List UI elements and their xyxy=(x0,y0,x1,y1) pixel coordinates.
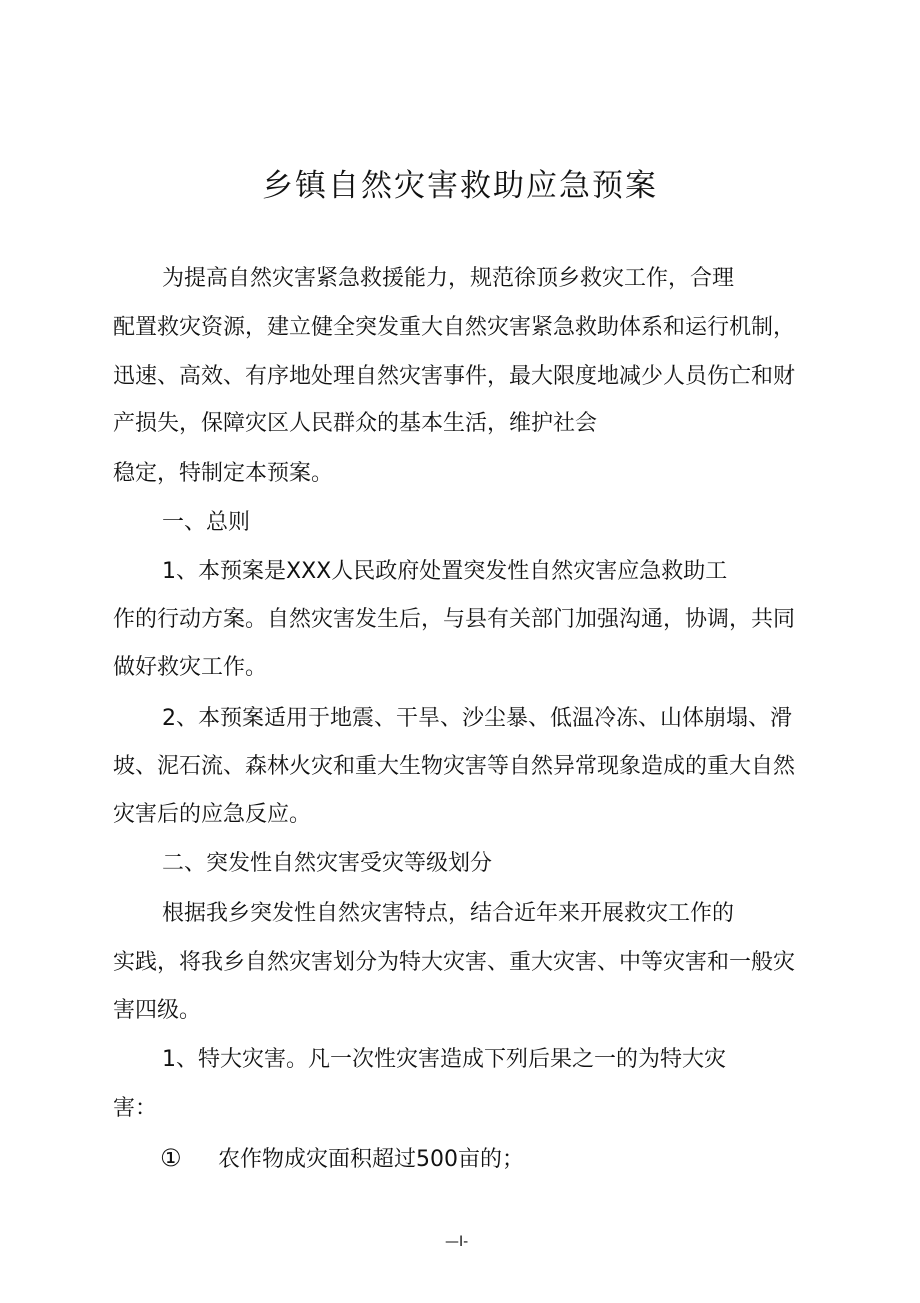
paragraph-line: 为提高自然灾害紧急救援能力，规范徐顶乡救灾工作，合理 xyxy=(162,266,735,291)
paragraph-line: 害： xyxy=(113,1096,158,1121)
paragraph-line: 1、特大灾害。凡一次性灾害造成下列后果之一的为特大灾 xyxy=(162,1047,726,1072)
section-heading: 二、突发性自然灾害受灾等级划分 xyxy=(162,851,493,876)
paragraph-line: 根据我乡突发性自然灾害特点，结合近年来开展救灾工作的 xyxy=(162,901,735,926)
list-item: 农作物成灾面积超过500亩的； xyxy=(218,1147,524,1172)
section-heading: 一、总则 xyxy=(162,510,251,535)
paragraph-line: 坡、泥石流、森林火灾和重大生物灾害等自然异常现象造成的重大自然 xyxy=(113,754,796,779)
paragraph-line: 配置救灾资源，建立健全突发重大自然灾害紧急救助体系和运行机制， xyxy=(113,315,796,340)
paragraph-line: 灾害后的应急反应。 xyxy=(113,802,312,827)
paragraph-line: 迅速、高效、有序地处理自然灾害事件，最大限度地减少人员伤亡和财 xyxy=(113,364,796,389)
paragraph-line: 1、本预案是XXX人民政府处置突发性自然灾害应急救助工 xyxy=(162,559,728,584)
paragraph-line: 害四级。 xyxy=(113,998,202,1023)
paragraph-line: 2、本预案适用于地震、干旱、沙尘暴、低温冷冻、山体崩塌、滑 xyxy=(162,706,792,731)
paragraph-line: 产损失，保障灾区人民群众的基本生活，维护社会 xyxy=(113,411,598,436)
paragraph-line: 做好救灾工作。 xyxy=(113,655,268,680)
paragraph-line: 稳定，特制定本预案。 xyxy=(113,461,334,486)
page-number: —I- xyxy=(445,1234,469,1250)
paragraph-line: 作的行动方案。自然灾害发生后，与县有关部门加强沟通，协调，共同 xyxy=(113,607,796,632)
list-marker: ① xyxy=(160,1144,182,1172)
document-title: 乡镇自然灾害救助应急预案 xyxy=(262,168,658,204)
paragraph-line: 实践，将我乡自然灾害划分为特大灾害、重大灾害、中等灾害和一般灾 xyxy=(113,950,796,975)
